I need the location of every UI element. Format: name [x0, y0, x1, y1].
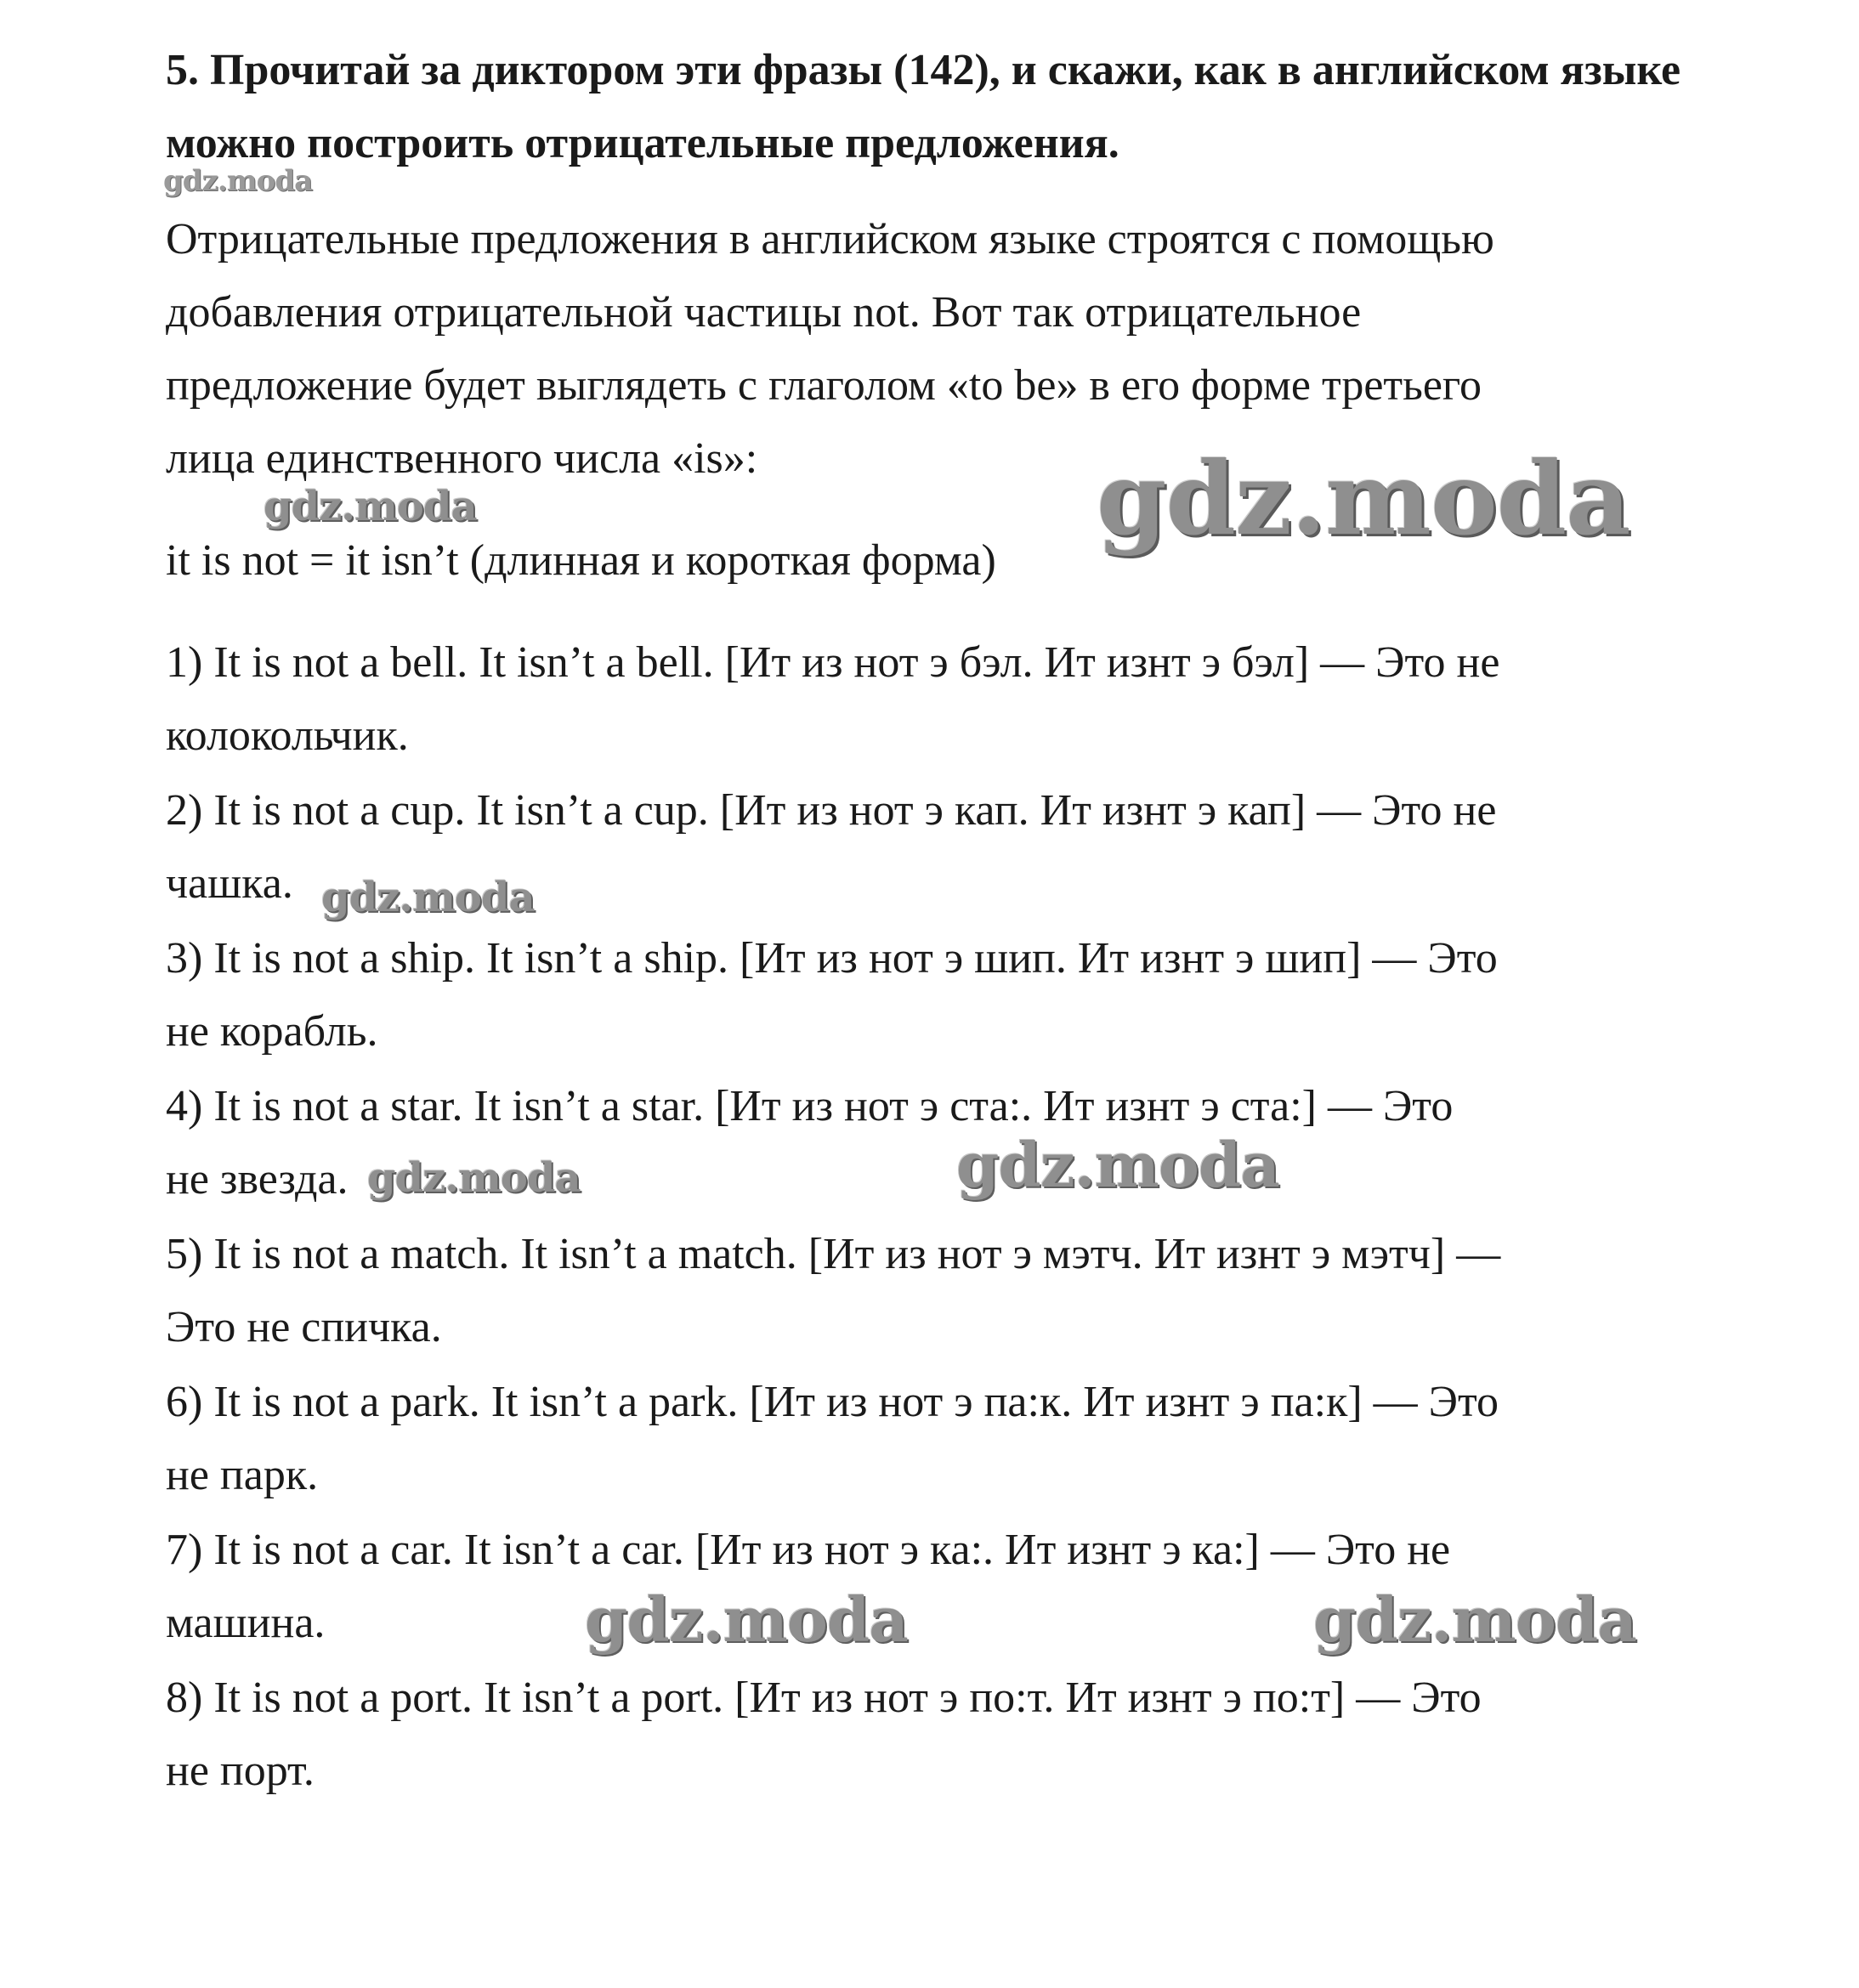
watermark-logo: gdz.moda [956, 1129, 1279, 1201]
watermark-logo: gdz.moda [264, 483, 477, 530]
item-8-line-1: 8) It is not a port. It isn’t a port. [Ит из нот э по:т. Ит изнт э по:т] — Это [166, 1674, 1482, 1722]
watermark-logo: gdz.moda [367, 1154, 581, 1202]
item-6-line-1: 6) It is not a park. It isn’t a park. [Ит из нот э па:к. Ит изнт э па:к] — Это [166, 1378, 1499, 1426]
item-5-line-1: 5) It is not a match. It isn’t a match. [Ит из нот э мэтч. Ит изнт э мэтч] — [166, 1230, 1501, 1278]
task-heading: 5. Прочитай за диктором эти фразы (142), и скажи, как в английском языке можно построить отрицательные предложения. [166, 46, 1681, 167]
watermark-logo: gdz.moda [1313, 1583, 1636, 1656]
item-2-line-1: 2) It is not a cup. It isn’t a cup. [Ит из нот э кап. Ит изнт э кап] — Это не [166, 786, 1497, 835]
item-6-line-2: не парк. [166, 1451, 319, 1499]
item-7-line-1: 7) It is not a car. It isn’t a car. [Ит из нот э ка:. Ит изнт э ка:] — Это не [166, 1526, 1451, 1574]
item-3-line-2: не корабль. [166, 1007, 378, 1056]
item-1-line-1: 1) It is not a bell. It isn’t a bell. [Ит из нот э бэл. Ит изнт э бэл] — Это не [166, 638, 1500, 687]
intro-line-3: предложение будет выглядеть с глаголом «to be» в его форме третьего [166, 361, 1482, 410]
watermark-logo: gdz.moda [585, 1583, 908, 1656]
watermark-logo: gdz.moda [1097, 439, 1630, 558]
intro-formula: it is not = it isn’t (длинная и короткая форма) [166, 536, 996, 585]
item-5-line-2: Это не спичка. [166, 1303, 442, 1351]
watermark-logo: gdz.moda [163, 164, 313, 198]
intro-line-2: добавления отрицательной частицы not. Вот так отрицательное [166, 288, 1362, 337]
watermark-logo: gdz.moda [321, 874, 535, 921]
item-2-line-2: чашка. [166, 859, 293, 908]
item-4-line-1: 4) It is not a star. It isn’t a star. [Ит из нот э ста:. Ит изнт э ста:] — Это [166, 1082, 1454, 1130]
intro-line-4: лица единственного числа «is»: [166, 434, 758, 483]
item-1-line-2: колокольчик. [166, 711, 409, 760]
item-8-line-2: не порт. [166, 1747, 315, 1795]
item-4-line-2: не звезда. [166, 1155, 349, 1204]
item-3-line-1: 3) It is not a ship. It isn’t a ship. [Ит из нот э шип. Ит изнт э шип] — Это [166, 934, 1498, 983]
intro-line-1: Отрицательные предложения в английском языке строятся с помощью [166, 215, 1494, 263]
item-7-line-2: машина. [166, 1599, 326, 1647]
